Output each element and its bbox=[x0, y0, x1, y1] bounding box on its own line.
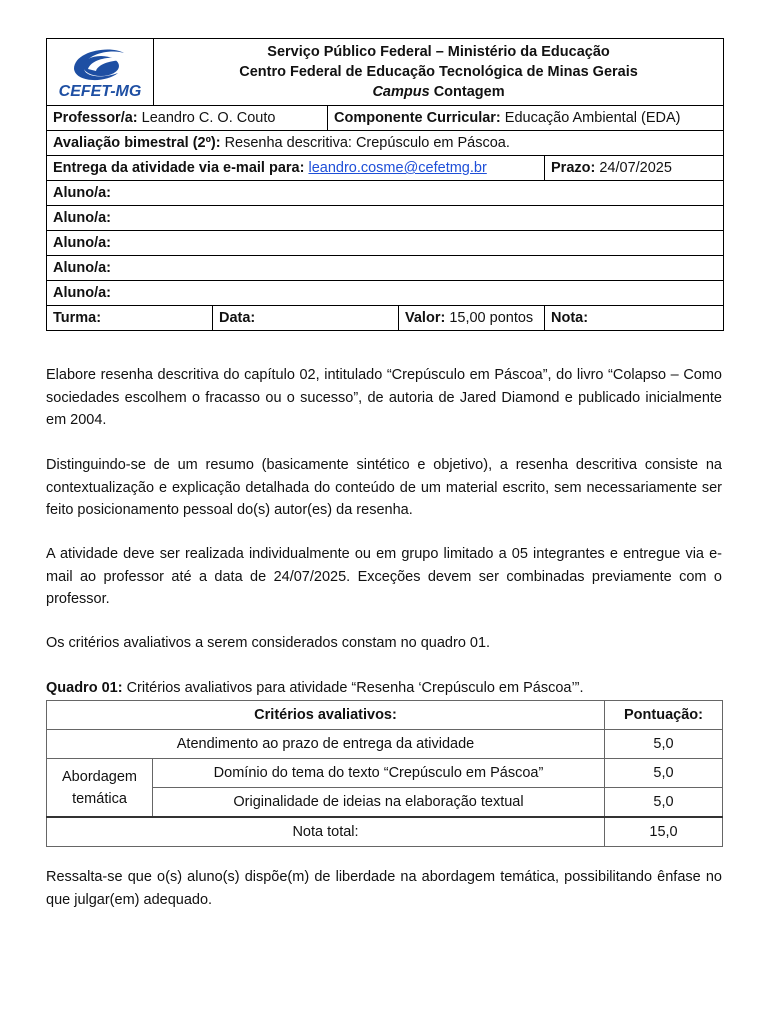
table-caption: Quadro 01: Critérios avaliativos para atividade “Resenha ‘Crepúsculo em Páscoa’”. bbox=[46, 680, 584, 696]
class-field[interactable]: Turma: bbox=[47, 306, 213, 331]
component-cell: Componente Curricular: Educação Ambiental (EDA) bbox=[328, 106, 724, 131]
heading-line-3: Campus Contagem bbox=[372, 84, 505, 100]
paragraph-3: A atividade deve ser realizada individualmente ou em grupo limitado a 05 integrantes e entregue via e-mail ao professor até a data de 24/07/2025. Exceções devem ser combinadas previamente com o professor. bbox=[46, 546, 722, 607]
paragraph-4: Os critérios avaliativos a serem considerados constam no quadro 01. bbox=[46, 635, 491, 651]
email-link[interactable]: leandro.cosme@cefetmg.br bbox=[308, 160, 487, 176]
total-label: Nota total: bbox=[47, 817, 605, 847]
professor-cell: Professor/a: Leandro C. O. Couto bbox=[47, 106, 328, 131]
criterion-label: Domínio do tema do texto “Crepúsculo em Páscoa” bbox=[153, 759, 605, 788]
table-row bbox=[47, 759, 723, 788]
paragraph-2: Distinguindo-se de um resumo (basicamente sintético e objetivo), a resenha descritiva consiste na contextualização e explicação detalhada do conteúdo de um material escrito, sem necessariamente ser feito posicionamento pessoal do(s) autor(es) da resenha. bbox=[46, 457, 722, 518]
criterion-label: Originalidade de ideias na elaboração textual bbox=[153, 788, 605, 818]
criterion-score: 5,0 bbox=[605, 730, 723, 759]
paragraph-1: Elabore resenha descritiva do capítulo 02, intitulado “Crepúsculo em Páscoa”, do livro “Colapso – Como sociedades escolhem o fracasso ou o sucesso”, de autoria de Jared Diamond e publicado inicialmente em 2004. bbox=[46, 367, 722, 428]
svg-text:CEFET-MG: CEFET-MG bbox=[58, 83, 142, 100]
student-field-4[interactable]: Aluno/a: bbox=[47, 256, 724, 281]
criterion-group-label: Abordagem temática bbox=[47, 759, 153, 818]
total-score: 15,0 bbox=[605, 817, 723, 847]
cefet-mg-logo bbox=[52, 39, 148, 101]
student-field-2[interactable]: Aluno/a: bbox=[47, 206, 724, 231]
deadline-cell: Prazo: 24/07/2025 bbox=[545, 156, 724, 181]
student-field-3[interactable]: Aluno/a: bbox=[47, 231, 724, 256]
delivery-cell: Entrega da atividade via e-mail para: leandro.cosme@cefetmg.br bbox=[47, 156, 545, 181]
institution-heading bbox=[154, 39, 724, 106]
criteria-table bbox=[46, 700, 723, 847]
student-field-1[interactable]: Aluno/a: bbox=[47, 181, 724, 206]
criterion-score: 5,0 bbox=[605, 788, 723, 818]
paragraph-5: Ressalta-se que o(s) aluno(s) dispõe(m) de liberdade na abordagem temática, possibilitando ênfase no que julgar(em) adequado. bbox=[46, 869, 722, 908]
grade-field[interactable]: Nota: bbox=[545, 306, 724, 331]
value-cell: Valor: 15,00 pontos bbox=[399, 306, 545, 331]
header-table bbox=[46, 38, 724, 331]
student-field-5[interactable]: Aluno/a: bbox=[47, 281, 724, 306]
total-row bbox=[47, 817, 723, 847]
heading-line-2: Centro Federal de Educação Tecnológica de Minas Gerais bbox=[239, 64, 638, 80]
table-row bbox=[47, 730, 723, 759]
criteria-header: Critérios avaliativos: bbox=[47, 701, 605, 730]
heading-line-1: Serviço Público Federal – Ministério da Educação bbox=[267, 44, 610, 60]
criterion-score: 5,0 bbox=[605, 759, 723, 788]
logo-cell bbox=[47, 39, 154, 106]
evaluation-cell: Avaliação bimestral (2º): Resenha descritiva: Crepúsculo em Páscoa. bbox=[47, 131, 724, 156]
date-field[interactable]: Data: bbox=[213, 306, 399, 331]
criterion-label: Atendimento ao prazo de entrega da atividade bbox=[47, 730, 605, 759]
score-header: Pontuação: bbox=[605, 701, 723, 730]
